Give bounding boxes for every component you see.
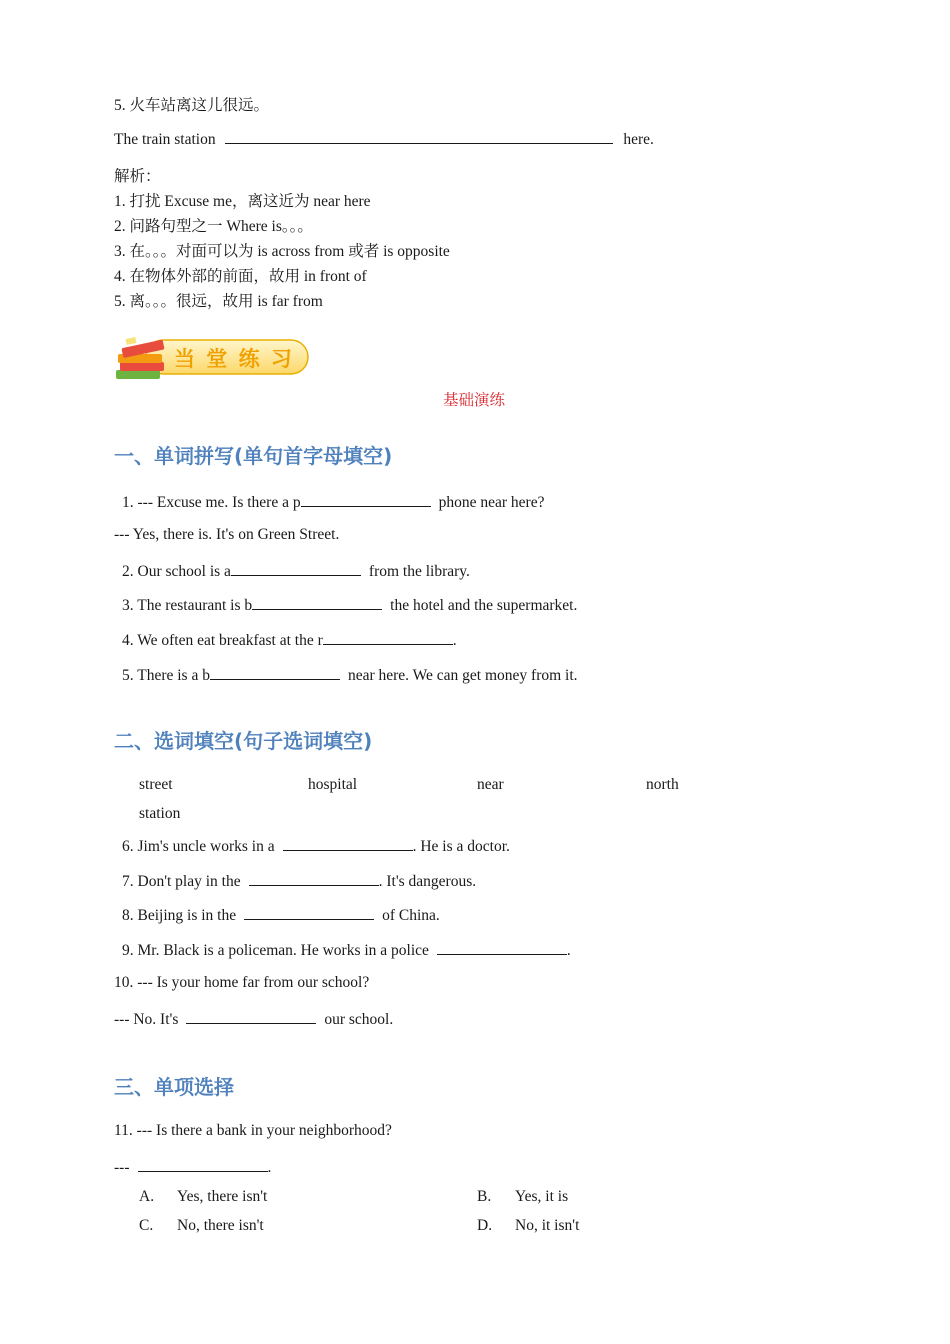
question-5-tail: near here. We can get money from it. bbox=[347, 667, 578, 684]
word-bank-item: station bbox=[139, 805, 181, 822]
question-11: 11. --- Is there a bank in your neighborhood? bbox=[114, 1122, 392, 1139]
question-3 bbox=[122, 595, 577, 615]
answer-blank[interactable] bbox=[231, 561, 361, 576]
option-letter: D. bbox=[477, 1217, 493, 1234]
question-11-reply bbox=[114, 1157, 271, 1177]
option-a[interactable] bbox=[139, 1188, 267, 1206]
answer-blank[interactable] bbox=[244, 905, 374, 920]
answer-blank[interactable] bbox=[301, 492, 431, 507]
question-10-reply-tail: our school. bbox=[324, 1011, 394, 1028]
analysis-line: 4. 在物体外部的前面，故用 in front of bbox=[114, 268, 367, 285]
intro-question-5-cn: 5. 火车站离这儿很远。 bbox=[114, 97, 270, 114]
option-letter: A. bbox=[139, 1188, 155, 1205]
question-8 bbox=[122, 905, 440, 925]
answer-blank[interactable] bbox=[323, 630, 453, 645]
question-4-text: 4. We often eat breakfast at the r bbox=[122, 632, 323, 649]
answer-blank[interactable] bbox=[138, 1157, 268, 1172]
section-subtitle: 基础演练 bbox=[443, 392, 506, 409]
question-9 bbox=[122, 940, 571, 960]
question-10-reply-text: --- No. It's bbox=[114, 1011, 179, 1028]
analysis-line: 2. 问路句型之一 Where is。。。 bbox=[114, 218, 313, 235]
word-bank-item: hospital bbox=[308, 776, 358, 793]
question-9-tail: . bbox=[566, 942, 571, 959]
question-6-tail: . He is a doctor. bbox=[412, 838, 510, 855]
option-letter: B. bbox=[477, 1188, 492, 1205]
word-bank-item: north bbox=[646, 776, 679, 793]
answer-blank[interactable] bbox=[437, 940, 567, 955]
answer-blank[interactable] bbox=[186, 1009, 316, 1024]
question-3-tail: the hotel and the supermarket. bbox=[390, 597, 578, 614]
question-8-tail: of China. bbox=[382, 907, 440, 924]
question-4-tail: . bbox=[452, 632, 457, 649]
question-6 bbox=[122, 836, 510, 856]
analysis-line: 1. 打扰 Excuse me，离这近为 near here bbox=[114, 193, 371, 210]
section-1-heading: 一、单词拼写(单句首字母填空) bbox=[114, 444, 393, 468]
practice-banner bbox=[112, 332, 312, 384]
intro-q5-suffix: here. bbox=[623, 131, 654, 148]
question-2-tail: from the library. bbox=[368, 563, 470, 580]
option-c[interactable] bbox=[139, 1217, 264, 1235]
question-8-text: 8. Beijing is in the bbox=[122, 907, 237, 924]
answer-blank[interactable] bbox=[225, 129, 613, 144]
question-10: 10. --- Is your home far from our school? bbox=[114, 974, 370, 991]
question-1-tail: phone near here? bbox=[438, 494, 545, 511]
question-7-text: 7. Don't play in the bbox=[122, 873, 241, 890]
question-9-text: 9. Mr. Black is a policeman. He works in a police bbox=[122, 942, 429, 959]
option-text: No, it isn't bbox=[515, 1217, 580, 1234]
question-10-reply bbox=[114, 1009, 393, 1029]
section-2-heading: 二、选词填空(句子选词填空) bbox=[114, 729, 373, 753]
answer-blank[interactable] bbox=[249, 871, 379, 886]
answer-blank[interactable] bbox=[283, 836, 413, 851]
question-2 bbox=[122, 561, 470, 581]
option-text: Yes, there isn't bbox=[177, 1188, 268, 1205]
question-4 bbox=[122, 630, 457, 650]
analysis-title: 解析： bbox=[114, 168, 161, 185]
option-b[interactable] bbox=[477, 1188, 568, 1206]
option-letter: C. bbox=[139, 1217, 154, 1234]
word-bank-item: street bbox=[139, 776, 173, 793]
question-11-reply-tail: . bbox=[267, 1159, 272, 1176]
question-1-text: 1. --- Excuse me. Is there a p bbox=[122, 494, 301, 511]
question-1 bbox=[122, 492, 544, 512]
intro-q5-prefix: The train station bbox=[114, 131, 216, 148]
answer-blank[interactable] bbox=[252, 595, 382, 610]
question-5-text: 5. There is a b bbox=[122, 667, 210, 684]
question-7 bbox=[122, 871, 476, 891]
word-bank-item: near bbox=[477, 776, 504, 793]
question-2-text: 2. Our school is a bbox=[122, 563, 231, 580]
option-text: Yes, it is bbox=[515, 1188, 569, 1205]
question-7-tail: . It's dangerous. bbox=[378, 873, 477, 890]
analysis-line: 5. 离。。。很远，故用 is far from bbox=[114, 293, 323, 310]
option-d[interactable] bbox=[477, 1217, 579, 1235]
answer-blank[interactable] bbox=[210, 665, 340, 680]
intro-question-5-en bbox=[114, 129, 654, 149]
section-3-heading: 三、单项选择 bbox=[114, 1075, 234, 1099]
question-1-reply: --- Yes, there is. It's on Green Street. bbox=[114, 526, 340, 543]
question-5 bbox=[122, 665, 578, 685]
question-11-reply-text: --- bbox=[114, 1159, 130, 1176]
question-6-text: 6. Jim's uncle works in a bbox=[122, 838, 275, 855]
banner-text: 当 堂 练 习 bbox=[174, 347, 294, 371]
analysis-line: 3. 在。。。对面可以为 is across from 或者 is opposite bbox=[114, 243, 450, 260]
option-text: No, there isn't bbox=[177, 1217, 264, 1234]
question-3-text: 3. The restaurant is b bbox=[122, 597, 253, 614]
